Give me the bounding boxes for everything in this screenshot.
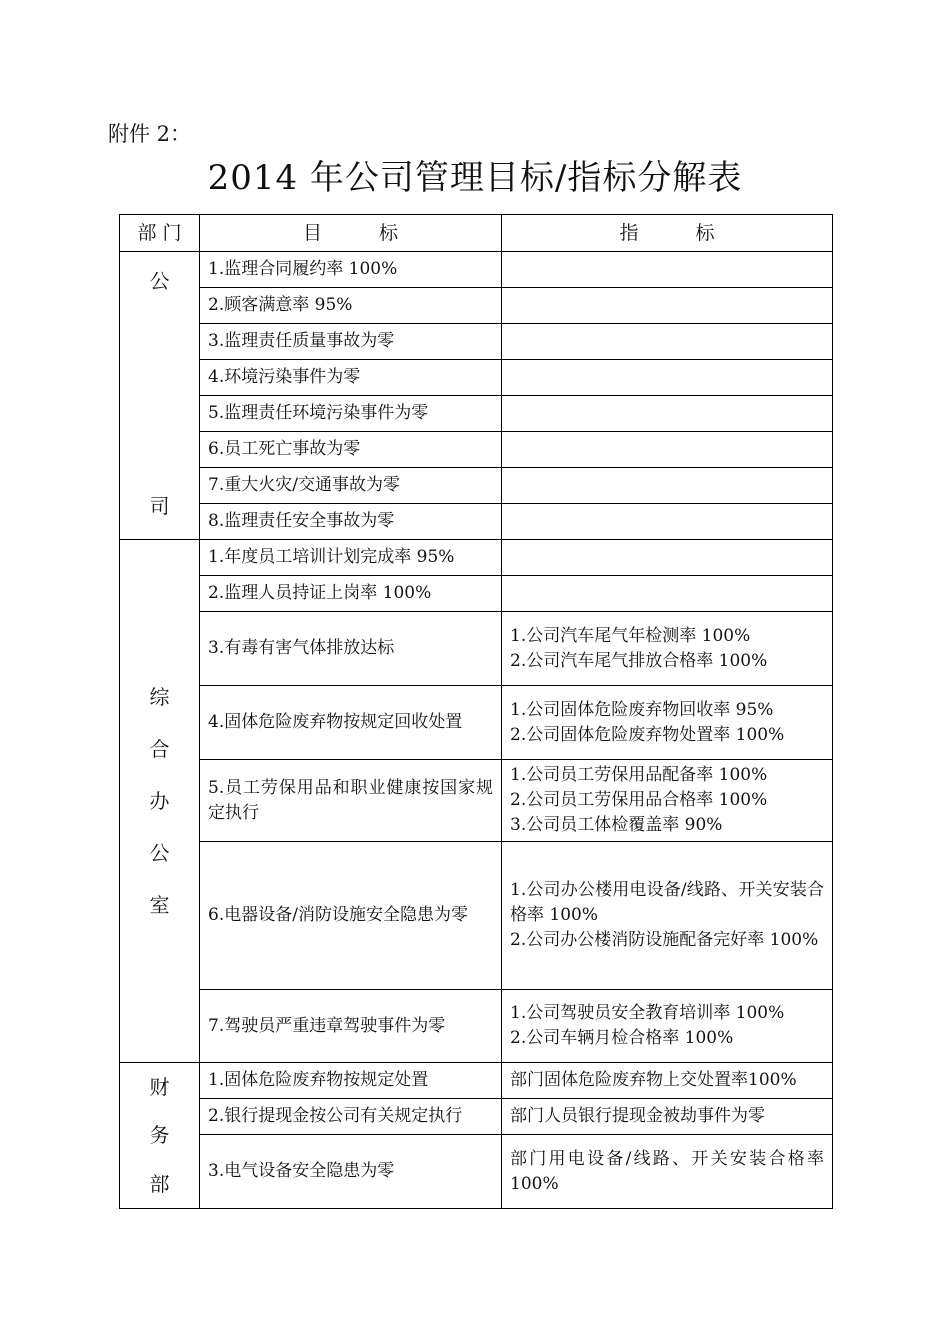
- indicator-cell: [502, 360, 833, 396]
- indicator-item: 2.公司员工劳保用品合格率 100%: [510, 790, 768, 810]
- indicator-item: 部门用电设备/线路、开关安装合格率 100%: [510, 1148, 824, 1194]
- table-row: [120, 842, 833, 990]
- indicator-item: 1.公司汽车尾气年检测率 100%: [510, 625, 751, 646]
- indicator-item: 1.公司驾驶员安全教育培训率 100%: [510, 1003, 785, 1023]
- goal-cell: 7.驾驶员严重违章驾驶事件为零: [200, 990, 502, 1063]
- goal-breakdown-table: [119, 214, 833, 1209]
- goal-cell: 6.员工死亡事故为零: [200, 432, 502, 468]
- goal-cell: 4.环境污染事件为零: [200, 360, 502, 396]
- indicator-cell: [502, 576, 833, 612]
- indicator-cell: [502, 432, 833, 468]
- table-row: [120, 1063, 833, 1099]
- table-row: [120, 504, 833, 540]
- table-row: [120, 324, 833, 360]
- header-goal: 目 标: [200, 215, 502, 252]
- header-indicator: 指 标: [502, 215, 833, 252]
- indicator-item: 部门固体危险废弃物上交处置率100%: [510, 1070, 797, 1090]
- goal-cell: 3.有毒有害气体排放达标: [200, 612, 502, 686]
- dept-cell-finance-dept: [120, 1063, 200, 1209]
- dept-cell-admin-office: [120, 540, 200, 1063]
- indicator-item: 3.公司员工体检覆盖率 90%: [510, 815, 723, 835]
- dept-char: 合: [149, 736, 170, 761]
- header-dept: 部 门: [120, 215, 200, 252]
- table-row: [120, 288, 833, 324]
- goal-cell: 6.电器设备/消防设施安全隐患为零: [200, 842, 502, 990]
- table-row: [120, 360, 833, 396]
- indicator-cell: [502, 252, 833, 288]
- goal-cell: 4.固体危险废弃物按规定回收处置: [200, 686, 502, 760]
- goal-cell: 3.电气设备安全隐患为零: [200, 1135, 502, 1209]
- goal-cell: 5.监理责任环境污染事件为零: [200, 396, 502, 432]
- indicator-item: 2.公司办公楼消防设施配备完好率 100%: [510, 930, 819, 950]
- dept-char: 办: [149, 788, 170, 813]
- indicator-item: 2.公司车辆月检合格率 100%: [510, 1028, 734, 1048]
- indicator-item: 1.公司办公楼用电设备/线路、开关安装合格率 100%: [510, 880, 824, 925]
- goal-cell: 1.监理合同履约率 100%: [200, 252, 502, 288]
- indicator-cell: [502, 1135, 833, 1209]
- table-row: [120, 252, 833, 288]
- table-row: [120, 468, 833, 504]
- indicator-item: 2.公司固体危险废弃物处置率 100%: [510, 724, 785, 745]
- table-row: [120, 432, 833, 468]
- table-row: [120, 576, 833, 612]
- indicator-item: 1.公司员工劳保用品配备率 100%: [510, 765, 768, 785]
- goal-cell: 2.监理人员持证上岗率 100%: [200, 576, 502, 612]
- indicator-cell: [502, 324, 833, 360]
- indicator-cell: [502, 288, 833, 324]
- table-row: [120, 1135, 833, 1209]
- indicator-cell: [502, 612, 833, 686]
- indicator-cell: [502, 990, 833, 1063]
- dept-char: 综: [149, 684, 170, 709]
- goal-cell: 1.年度员工培训计划完成率 95%: [200, 540, 502, 576]
- dept-cell-company: [120, 252, 200, 540]
- table-row: [120, 612, 833, 686]
- indicator-cell: [502, 686, 833, 760]
- indicator-cell: [502, 842, 833, 990]
- dept-char: 公: [149, 268, 170, 293]
- indicator-item: 1.公司固体危险废弃物回收率 95%: [510, 699, 774, 720]
- indicator-cell: [502, 1063, 833, 1099]
- attachment-label: 附件 2：: [108, 122, 192, 146]
- indicator-cell: [502, 396, 833, 432]
- indicator-item: 2.公司汽车尾气排放合格率 100%: [510, 650, 768, 671]
- dept-char: 财: [149, 1074, 170, 1099]
- dept-char: 室: [149, 892, 170, 917]
- table-header-row: [120, 215, 833, 252]
- table-row: [120, 396, 833, 432]
- goal-cell: 5.员工劳保用品和职业健康按国家规定执行: [200, 760, 502, 842]
- table-row: [120, 686, 833, 760]
- goal-cell: 8.监理责任安全事故为零: [200, 504, 502, 540]
- goal-cell: 1.固体危险废弃物按规定处置: [200, 1063, 502, 1099]
- indicator-cell: [502, 540, 833, 576]
- goal-cell: 2.顾客满意率 95%: [200, 288, 502, 324]
- table-row: [120, 1099, 833, 1135]
- goal-cell: 3.监理责任质量事故为零: [200, 324, 502, 360]
- page-title: 2014 年公司管理目标/指标分解表: [207, 158, 743, 198]
- table-row: [120, 540, 833, 576]
- indicator-item: 部门人员银行提现金被劫事件为零: [510, 1106, 765, 1126]
- dept-char: 公: [149, 840, 170, 865]
- indicator-cell: [502, 504, 833, 540]
- indicator-cell: [502, 760, 833, 842]
- goal-cell: 7.重大火灾/交通事故为零: [200, 468, 502, 504]
- table-row: [120, 990, 833, 1063]
- dept-char: 司: [149, 493, 170, 518]
- indicator-cell: [502, 468, 833, 504]
- indicator-cell: [502, 1099, 833, 1135]
- dept-char: 部: [149, 1171, 170, 1196]
- goal-cell: 2.银行提现金按公司有关规定执行: [200, 1099, 502, 1135]
- table-row: [120, 760, 833, 842]
- dept-char: 务: [149, 1123, 170, 1147]
